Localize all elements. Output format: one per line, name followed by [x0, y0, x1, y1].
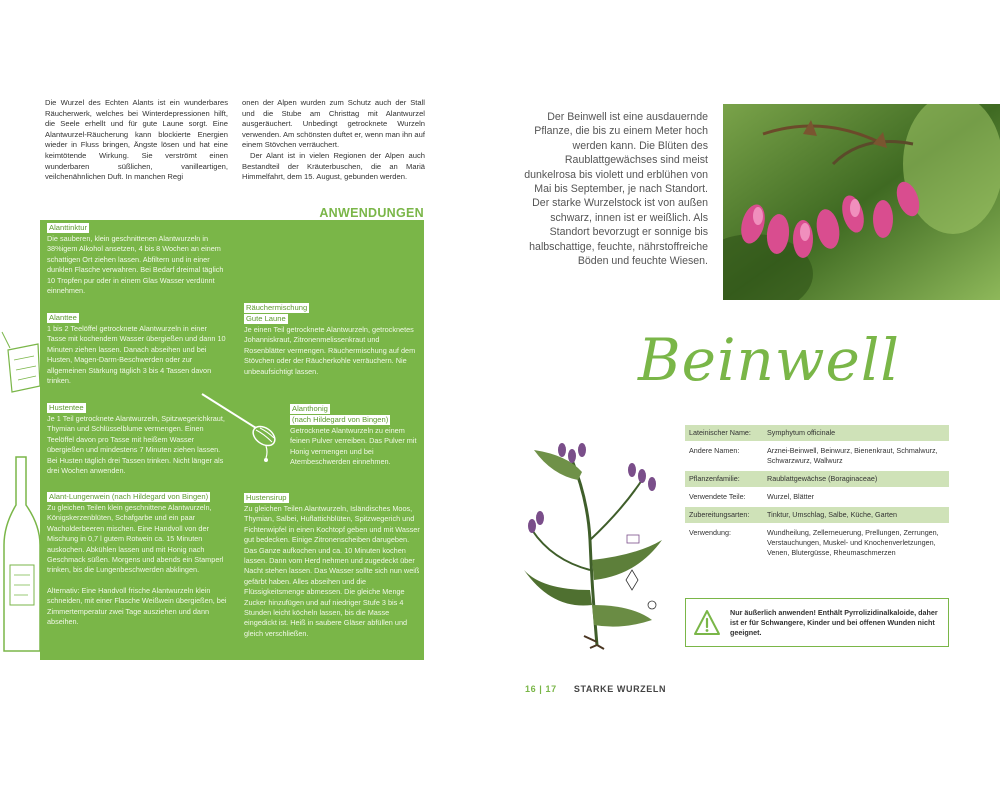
entry-title: Alanttee: [49, 313, 77, 322]
plant-facts-table: [685, 425, 949, 563]
entry-alanthonig: [290, 404, 418, 468]
intro-column-1: [45, 98, 228, 183]
fact-value: Symphytum officinale: [767, 428, 836, 437]
fact-key: Verwendung:: [689, 528, 731, 537]
table-row: [685, 506, 949, 524]
entry-text: Je einen Teil getrocknete Alantwurzeln, getrocknetes Johanniskraut, Zitronenmelissenkraut und Rosenblätter vermengen. Räuchermischung auf dem Stövchen oder der Räucherkohle verräuchern. Nie unbeaufsichtigt lassen.: [244, 325, 416, 376]
entry-title: Hustentee: [49, 403, 84, 412]
fact-key: Pflanzenfamilie:: [689, 474, 740, 483]
fact-value: Wurzel, Blätter: [767, 492, 814, 501]
intro-paragraph: Die Wurzel des Echten Alants ist ein wunderbares Räucherwerk, welches bei Winterdepressionen hilft, die Seele erhellt und für gute Laune sorgt. Eine Alantwurzel-Räucherung kann blockierte Energien wieder in Fluss bringen, Ängste lösen und hat eine keimtötende Wirkung. Sie verströmt einen wunderbaren süßlichen, vanilleartigen, veilchenähnlichen Duft. In manchen Regi: [45, 98, 228, 182]
fact-value: Arznei-Beinwell, Beinwurz, Bienenkraut, Schmalwurz, Schwarzwurz, Wallwurz: [767, 446, 938, 465]
fact-value: Wundheilung, Zellerneuerung, Prellungen, Zerrungen, Verstauchungen, Muskel- und Knochenverletzungen, Venen, Blutergüsse, Rheumaschmerzen: [767, 528, 939, 557]
warning-text: Nur äußerlich anwenden! Enthält Pyrrolizidinalkaloide, daher ist er für Schwangere, Kinder und bei offenen Wunden nicht geeignet.: [730, 607, 938, 637]
warning-box: [685, 598, 949, 647]
applications-box: [40, 220, 424, 660]
comfrey-flower-image: [723, 104, 1000, 300]
comfrey-botanical-illustration: [512, 420, 682, 650]
herb-bag-icon: [0, 330, 46, 410]
entry-text-alternative: Alternativ: Eine Handvoll frische Alantwurzeln klein schneiden, mit einer Flasche Weißwein übergießen, bei Zimmertemperatur zwei Tage ausziehen und dann abseihen.: [47, 585, 227, 627]
entry-title: Alanthonig: [292, 404, 328, 413]
page-footer: [525, 684, 666, 694]
intro-paragraph: onen der Alpen wurden zum Schutz auch der Stall und die Stube am Christtag mit Alantwurzel ausgeräuchert. Unbedingt getrocknete Wurzeln verwenden. Am schönsten duftet er, wenn man ihn auf einem Stövchen verräuchert.: [242, 98, 425, 150]
fact-value: Tinktur, Umschlag, Salbe, Küche, Garten: [767, 510, 897, 519]
entry-title: Alant-Lungenwein (nach Hildegard von Bingen): [49, 492, 209, 501]
fact-value: Raublattgewächse (Boraginaceae): [767, 474, 878, 483]
entry-hustensirup: [244, 493, 420, 639]
entry-lungenwein: [47, 492, 227, 627]
intro-columns: [45, 98, 425, 183]
plant-title: Beinwell: [638, 326, 900, 394]
entry-title: Räuchermischung: [246, 303, 308, 312]
entry-alanttinktur: [47, 223, 227, 296]
fact-key: Zubereitungsarten:: [689, 510, 750, 519]
comfrey-photo: [723, 104, 1000, 300]
warning-icon: [692, 608, 722, 638]
entry-text: 1 bis 2 Teelöffel getrocknete Alantwurzeln in einer Tasse mit kochendem Wasser übergießen und dann 10 Minuten ziehen lassen. Danach abseihen und bei Husten, Magen-Darm-Beschwerden oder zur allgemeinen Stärkung täglich 3 bis 4 Tassen davon trinken.: [47, 324, 226, 386]
table-row: [685, 425, 949, 442]
intro-column-2: [242, 98, 425, 183]
honey-dipper-icon: [200, 390, 290, 465]
fact-key: Lateinischer Name:: [689, 428, 751, 437]
table-row: [685, 442, 949, 470]
chapter-title: STARKE WURZELN: [573, 684, 667, 694]
intro-paragraph: Der Alant ist in vielen Regionen der Alpen auch Bestandteil der Kräuterbuschen, die an Mariä Himmelfahrt, dem 15. August, gebunden werden.: [242, 150, 425, 182]
page-numbers: 16 | 17: [525, 684, 557, 694]
fact-key: Andere Namen:: [689, 446, 740, 455]
table-row: [685, 470, 949, 488]
entry-text: Zu gleichen Teilen Alantwurzeln, Isländisches Moos, Thymian, Salbei, Huflattichblüten, Spitzwegerich und Fichtenwipfel in einen Kochtopf geben und mit Wasser gut bedecken. Einige Zitronenscheiben darugeben. Das Ganze aufkochen und ca. 10 Minuten kochen lassen. Dann vom Herd nehmen und zugedeckt über Nacht stehen lassen. Das Wasser sollte sich nun weiß gefärbt haben. Alles abseihen und die Flüssigkeitsmenge abmessen. Die gleiche Menge Zucker hinzufügen und auf niedriger Stufe 3 bis 4 Stunden leicht köcheln lassen, bis die Masse eingedickt ist. Heiß in saubere Gläser abfüllen und gleich verschließen.: [244, 504, 420, 638]
right-page: [500, 0, 1000, 800]
entry-subtitle: (nach Hildegard von Bingen): [292, 415, 389, 424]
entry-title: Alanttinktur: [49, 223, 87, 232]
table-row: [685, 488, 949, 506]
entry-text: Die sauberen, klein geschnittenen Alantwurzeln in 38%igem Alkohol ansetzen, 4 bis 8 Wochen an einem schattigen Ort ziehen lassen. Abfiltern und in einer dunklen Flasche verwahren. Bei Bedarf dreimal täglich 10 Tropfen pur oder in einem Glas Wasser verdünnt einnehmen.: [47, 234, 224, 296]
entry-text: Getrocknete Alantwurzeln zu einem feinen Pulver verreiben. Das Pulver mit Honig vermengen und bei Atembeschwerden einnehmen.: [290, 426, 417, 467]
fact-key: Verwendete Teile:: [689, 492, 746, 501]
entry-text: Je 1 Teil getrocknete Alantwurzeln, Spitzwegerichkraut, Thymian und Schlüsselblume vermengen. Einen Teelöffel davon pro Tasse mit heißem Wasser übergießen und mindestens 7 Minuten ziehen lassen. Bei Husten täglich drei Tassen trinken. Nicht länger als drei Wochen anwenden.: [47, 414, 225, 476]
entry-title: Hustensirup: [246, 493, 287, 502]
plant-description: Der Beinwell ist eine ausdauernde Pflanze, die bis zu einem Meter hoch werden kann. Die Blüten des Raublattgewächses sind meist dunkelrosa bis violett und erblühen von Mai bis September, je nach Standort. Der starke Wurzelstock ist von außen schwarz, innen ist er weißlich. Als Standort bevorzugt er sonnige bis halbschattige, feuchte, nährstoffreiche Böden und feuchte Wiesen.: [524, 111, 708, 268]
entry-subtitle: Gute Laune: [246, 314, 286, 323]
table-row: [685, 524, 949, 562]
entry-alanttee: [47, 313, 227, 386]
entry-raeuchermischung: [244, 303, 418, 377]
wine-bottle-icon: [0, 455, 44, 655]
section-heading: ANWENDUNGEN: [319, 206, 424, 220]
entry-text: Zu gleichen Teilen klein geschnittene Alantwurzeln, Königskerzenblüten, Schafgarbe und ein paar Wacholderbeeren mischen. Eine Handvoll von der Mischung in 0,7 l gutem Rotwein ca. 15 Minuten auskochen. Abkühlen lassen und mit Honig nach Geschmack süßen. Morgens und abends ein Stamperl trinken, bis die Lungenbeschwerden abklingen.: [47, 503, 224, 575]
